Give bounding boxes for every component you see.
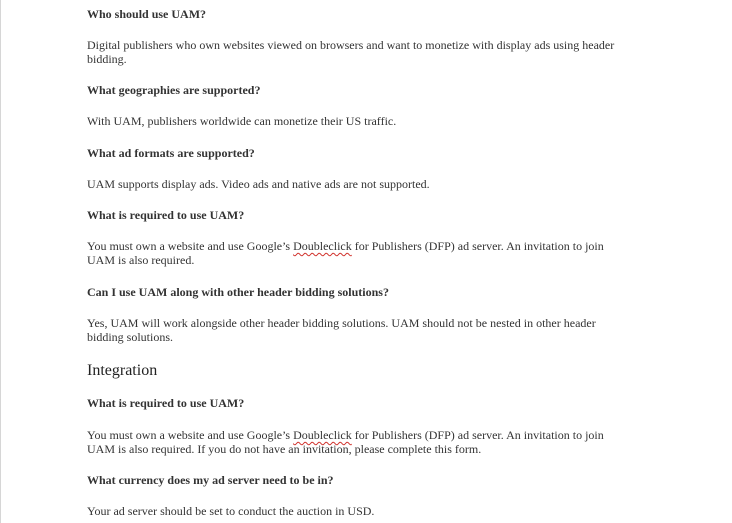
faq-answer-line: Yes, UAM will work alongside other header bidding solutions. UAM should not be nested in other header — [87, 316, 596, 330]
faq-answer-line: bidding. — [87, 52, 127, 66]
misspelled-word[interactable]: Doubleclick — [293, 428, 352, 442]
faq-answer-line: With UAM, publishers worldwide can monetize their US traffic. — [87, 114, 397, 128]
faq-answer-line: UAM is also required. — [87, 253, 195, 267]
text-run: for Publishers (DFP) ad server. An invitation to join — [351, 239, 604, 253]
faq-answer-line — [87, 239, 604, 253]
text-run: You must own a website and use Google’s — [87, 428, 294, 442]
faq-question: What is required to use UAM? — [87, 208, 245, 222]
faq-question: What currency does my ad server need to be in? — [87, 473, 334, 487]
text-run: for Publishers (DFP) ad server. An invitation to join — [351, 428, 604, 442]
faq-question: What ad formats are supported? — [87, 146, 255, 160]
faq-answer-line: bidding solutions. — [87, 330, 174, 344]
faq-answer-line: UAM supports display ads. Video ads and native ads are not supported. — [87, 177, 430, 191]
faq-question: Can I use UAM along with other header bidding solutions? — [87, 285, 389, 299]
misspelled-word[interactable]: Doubleclick — [293, 239, 352, 253]
faq-answer-line: Digital publishers who own websites viewed on browsers and want to monetize with display ads using header — [87, 38, 615, 52]
faq-answer-line: Your ad server should be set to conduct the auction in USD. — [87, 504, 375, 518]
text-run: You must own a website and use Google’s — [87, 239, 294, 253]
faq-question: Who should use UAM? — [87, 7, 207, 21]
faq-answer-line: UAM is also required. If you do not have an invitation, please complete this form. — [87, 442, 482, 456]
faq-question: What geographies are supported? — [87, 83, 261, 97]
section-heading: Integration — [87, 362, 158, 379]
faq-answer-line — [87, 428, 604, 442]
faq-question: What is required to use UAM? — [87, 396, 245, 410]
